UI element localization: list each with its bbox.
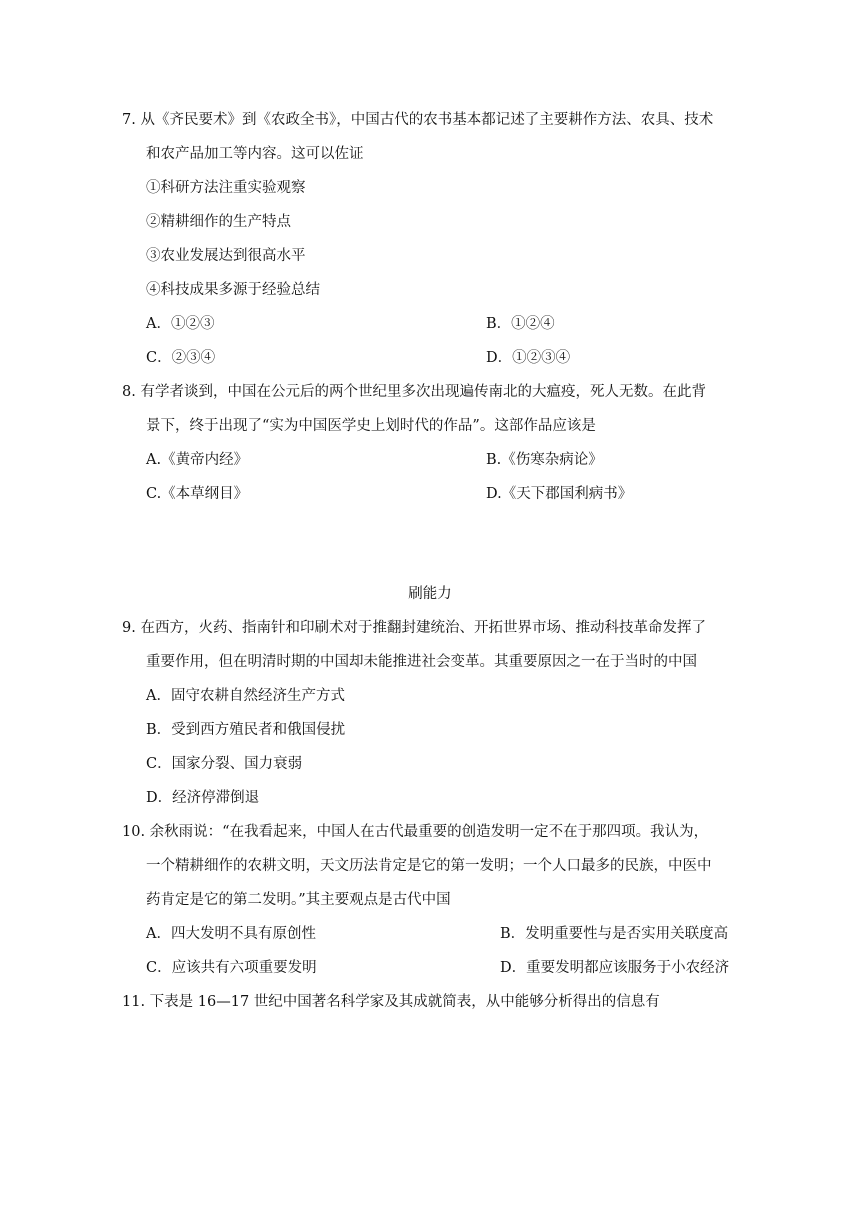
q7-item-2: ②精耕细作的生产特点 xyxy=(146,214,291,230)
q10-option-b: B．发明重要性与是否实用关联度高 xyxy=(500,926,729,942)
q8-option-b: B.《伤寒杂病论》 xyxy=(486,452,603,468)
q10-stem-line2: 一个精耕细作的农耕文明，天文历法肯定是它的第一发明；一个人口最多的民族，中医中 xyxy=(146,858,712,874)
q8-option-c: C.《本草纲目》 xyxy=(146,486,249,502)
q7-item-4: ④科技成果多源于经验总结 xyxy=(146,282,320,298)
q9-stem-line2: 重要作用，但在明清时期的中国却未能推进社会变革。其重要原因之一在于当时的中国 xyxy=(146,654,697,670)
q10-stem-line1: 10. 余秋雨说：“在我看起来，中国人在古代最重要的创造发明一定不在于那四项。我认为， xyxy=(122,824,709,840)
q9-option-a: A．固守农耕自然经济生产方式 xyxy=(146,688,345,704)
q8-stem-line2: 景下，终于出现了“实为中国医学史上划时代的作品”。这部作品应该是 xyxy=(146,418,596,434)
q8-option-d: D.《天下郡国利病书》 xyxy=(486,486,633,502)
q9-option-b: B．受到西方殖民者和俄国侵扰 xyxy=(146,722,346,738)
q11-stem-line1: 11. 下表是 16—17 世纪中国著名科学家及其成就简表，从中能够分析得出的信息有 xyxy=(122,994,660,1010)
q10-option-c: C．应该共有六项重要发明 xyxy=(146,960,317,976)
q10-option-a: A．四大发明不具有原创性 xyxy=(146,926,316,942)
q7-stem-line1: 7. 从《齐民要术》到《农政全书》，中国古代的农书基本都记述了主要耕作方法、农具、技术 xyxy=(122,112,714,128)
q10-stem-line3: 药肯定是它的第二发明。”其主要观点是古代中国 xyxy=(146,892,451,908)
q7-stem-line2: 和农产品加工等内容。这可以佐证 xyxy=(146,146,364,162)
q7-option-b: B．①②④ xyxy=(486,316,555,332)
q9-stem-line1: 9. 在西方，火药、指南针和印刷术对于推翻封建统治、开拓世界市场、推动科技革命发挥了 xyxy=(122,620,706,636)
q7-option-a: A．①②③ xyxy=(146,316,215,332)
q7-item-3: ③农业发展达到很高水平 xyxy=(146,248,306,264)
q7-item-1: ①科研方法注重实验观察 xyxy=(146,180,306,196)
section-title: 刷能力 xyxy=(408,586,452,602)
q7-option-d: D．①②③④ xyxy=(486,350,571,366)
q9-option-c: C．国家分裂、国力衰弱 xyxy=(146,756,303,772)
q7-option-c: C．②③④ xyxy=(146,350,216,366)
q9-option-d: D．经济停滞倒退 xyxy=(146,790,260,806)
q10-option-d: D．重要发明都应该服务于小农经济 xyxy=(500,960,730,976)
q8-stem-line1: 8. 有学者谈到，中国在公元后的两个世纪里多次出现遍传南北的大瘟疫，死人无数。在此背 xyxy=(122,384,706,400)
q8-option-a: A.《黄帝内经》 xyxy=(146,452,249,468)
